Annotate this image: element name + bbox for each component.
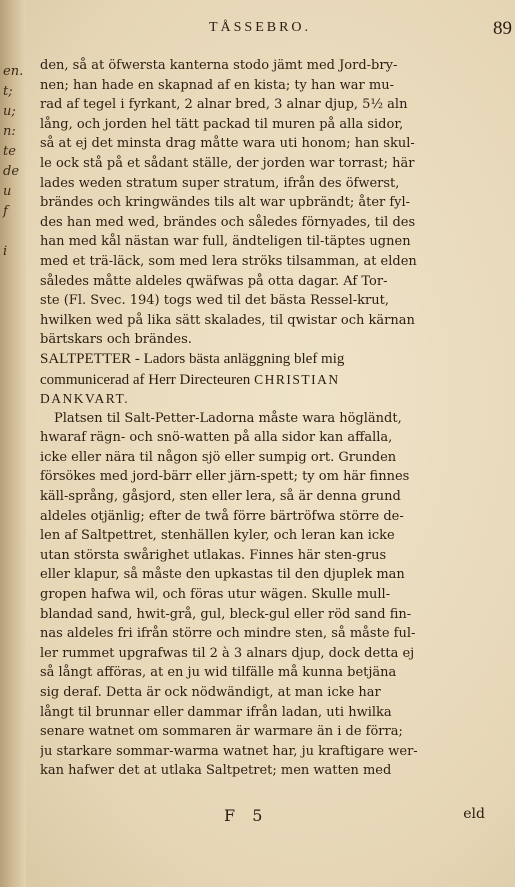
text-line: lades weden stratum super stratum, ifrån des öfwerst,	[40, 175, 400, 191]
text-line: le ock stå på et sådant ställe, der jorden war torrast; här	[40, 155, 415, 171]
text-line: gropen hafwa wil, och föras utur wägen. Skulle mull-	[40, 587, 391, 603]
gutter-fragment: t;	[3, 84, 13, 99]
text-line: ler rummet upgrafwas til 2 à 3 alnars djup, dock detta ej	[40, 645, 415, 661]
text-line: försökes med jord-bärr eller järn-spett; ty om här finnes	[40, 469, 410, 485]
text-line: len af Saltpettret, stenhällen kyler, och leran kan icke	[40, 528, 395, 544]
page-body	[40, 56, 482, 781]
catchword: eld	[463, 806, 485, 822]
text-line: den, så at öfwersta kanterna stodo jämt med Jord-bry-	[40, 58, 398, 73]
facing-page-edge	[0, 0, 26, 887]
text-line: Platsen til Salt-Petter-Ladorna måste wara högländt,	[54, 410, 402, 426]
heading-name: CHRISTIAN	[254, 371, 340, 387]
text-line: ste (Fl. Svec. 194) togs wed til det bästa Ressel-krut,	[40, 293, 389, 309]
paragraph-saltpetter	[40, 409, 482, 781]
text-line: eller klapur, så måste den upkastas til den djuplek man	[40, 567, 405, 583]
heading-line	[40, 370, 482, 390]
text-line: brändes och kringwändes tils alt war upbrändt; åter fyl-	[40, 195, 411, 211]
text-line: senare watnet om sommaren är warmare än i de förra;	[40, 724, 403, 740]
text-line: nas aldeles fri ifrån större och mindre sten, så måste ful-	[40, 626, 416, 642]
text-line: hwilken wed på lika sätt skalades, til qwistar och kärnan	[40, 312, 415, 328]
text-line: aldeles otjänlig; efter de twå förre bärtröfwa större de-	[40, 508, 404, 524]
text-line: bärtskars och brändes.	[40, 332, 192, 348]
page-header	[40, 18, 512, 44]
text-line: således måtte aldeles qwäfwas på otta dagar. Af Tor-	[40, 273, 388, 289]
gutter-fragment: en.	[3, 64, 24, 79]
text-line: rad af tegel i fyrkant, 2 alnar bred, 3 alnar djup, 5½ aln	[40, 97, 408, 113]
gutter-fragment: u;	[3, 104, 16, 119]
signature-mark: F 5	[224, 806, 269, 825]
text-line: käll-språng, gåsjord, sten eller lera, så är denna grund	[40, 489, 401, 505]
text-line: han med kål nästan war full, ändteligen til-täptes ugnen	[40, 234, 411, 250]
text-line: hwaraf rägn- och snö-watten på alla sidor kan affalla,	[40, 430, 393, 446]
paragraph-continued	[40, 56, 482, 350]
page-number: 89	[493, 18, 512, 39]
text-line: så långt afföras, at en ju wid tilfälle må kunna betjäna	[40, 665, 397, 681]
gutter-fragment: te	[3, 144, 16, 159]
text-line: så at ej det minsta drag måtte wara uti honom; han skul-	[40, 136, 415, 152]
text-line: sig deraf. Detta är ock nödwändigt, at man icke har	[40, 685, 381, 700]
text-line: blandad sand, hwit-grå, gul, bleck-gul eller röd sand fin-	[40, 606, 412, 622]
gutter-fragment: de	[3, 164, 20, 179]
text-line: utan största swårighet utlakas. Finnes här sten-grus	[40, 547, 387, 563]
gutter-fragment: f	[3, 204, 8, 219]
gutter-fragment: u	[3, 184, 12, 199]
running-head: TÅSSEBRO.	[208, 20, 312, 35]
gutter-fragment: n:	[3, 124, 16, 139]
text-line: ju starkare sommar-warma watnet har, ju kraftigare wer-	[40, 743, 418, 759]
heading-prefix: communicerad af Herr Directeuren	[40, 371, 255, 388]
text-line: med et trä-läck, som med lera ströks tilsamman, at elden	[40, 253, 417, 269]
gutter-fragment: i	[3, 244, 8, 259]
text-line: kan hafwer det at utlaka Saltpetret; men watten med	[40, 763, 392, 779]
heading-title: SALTPETTER - Ladors bästa anläggning blef mig	[40, 350, 345, 367]
text-line: långt til brunnar eller dammar ifrån ladan, uti hwilka	[40, 704, 392, 720]
heading-surname: DANKVART.	[40, 391, 130, 407]
section-heading	[40, 350, 482, 409]
text-line: des han med wed, brändes och således förnyades, til des	[40, 214, 416, 230]
text-line: nen; han hade en skapnad af en kista; ty han war mu-	[40, 77, 394, 93]
text-line: icke eller nära til någon sjö eller sumpig ort. Grunden	[40, 449, 397, 465]
text-line: lång, och jorden hel tätt packad til muren på alla sidor,	[40, 116, 404, 132]
